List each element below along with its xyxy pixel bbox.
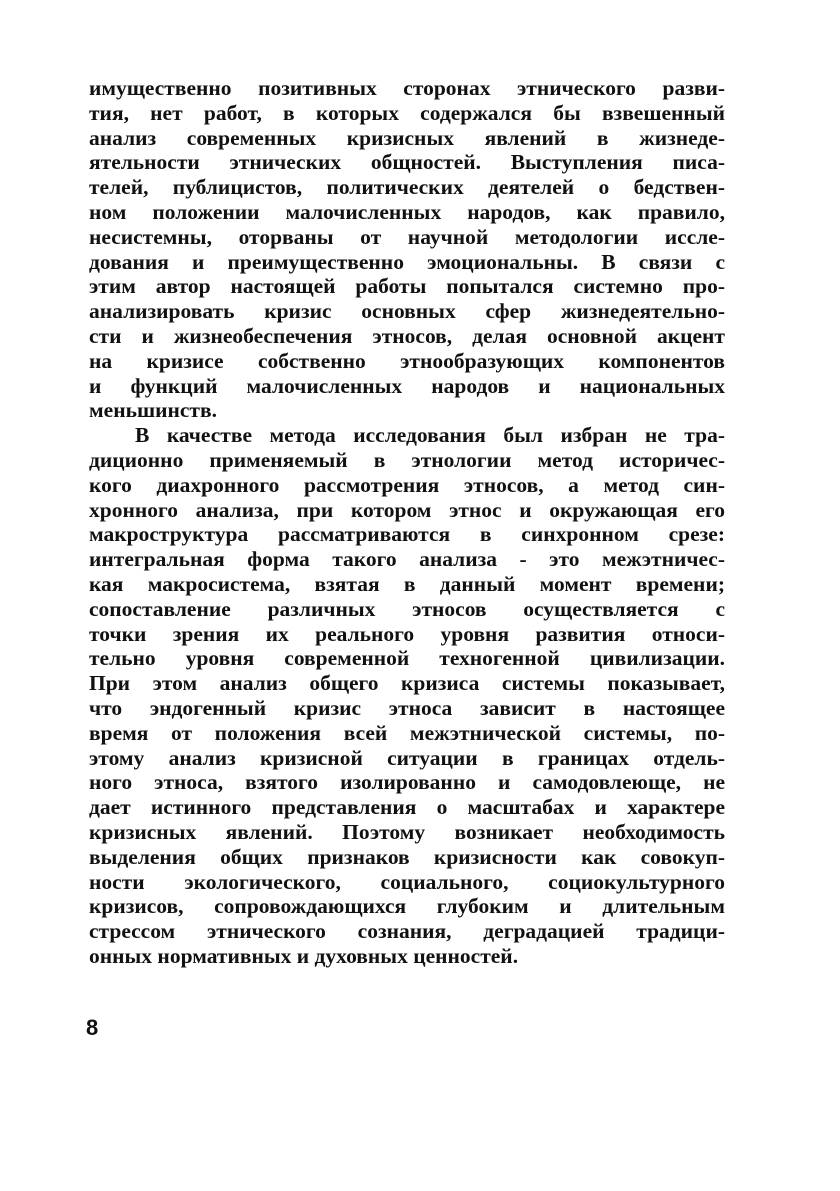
text-line: кризисов, сопровождающихся глубоким и длительным [89,894,725,919]
text-line: точки зрения их реального уровня развития относи- [89,621,725,646]
text-line: кая макросистема, взятая в данный момент времени; [89,571,725,596]
text-line: и функций малочисленных народов и национальных [89,373,725,398]
text-line: анализировать кризис основных сфер жизнедеятельно- [89,299,725,324]
text-line: дает истинного представления о масштабах и характере [89,795,725,820]
text-line: кого диахронного рассмотрения этносов, а метод син- [89,472,725,497]
text-line: что эндогенный кризис этноса зависит в настоящее [89,695,725,720]
text-line: этому анализ кризисной ситуации в границах отдель- [89,745,725,770]
text-line: сти и жизнеобеспечения этносов, делая основной акцент [89,323,725,348]
text-line: кризисных явлений. Поэтому возникает необходимость [89,819,725,844]
text-line: диционно применяемый в этнологии метод историчес- [89,447,725,472]
text-line: тельно уровня современной техногенной цивилизации. [89,646,725,671]
text-line: выделения общих признаков кризисности как совокуп- [89,844,725,869]
text-line: анализ современных кризисных явлений в жизнеде- [89,125,725,150]
paragraph-1 [89,76,725,423]
text-line: ности экологического, социального, социокультурного [89,869,725,894]
text-line: этим автор настоящей работы попытался системно про- [89,274,725,299]
text-line: При этом анализ общего кризиса системы показывает, [89,671,725,696]
paragraph-2 [89,423,725,969]
text-line: дования и преимущественно эмоциональны. В связи с [89,249,725,274]
text-line: время от положения всей межэтнической системы, по- [89,720,725,745]
body-text [89,76,725,969]
page-number: 8 [86,1015,99,1040]
text-line: ном положении малочисленных народов, как правило, [89,199,725,224]
text-line: хронного анализа, при котором этнос и окружающая его [89,497,725,522]
text-line: сопоставление различных этносов осуществляется с [89,596,725,621]
text-line: несистемны, оторваны от научной методологии иссле- [89,224,725,249]
text-line: В качестве метода исследования был избран не тра- [135,423,725,448]
text-line: ятельности этнических общностей. Выступления писа- [89,150,725,175]
text-line: ного этноса, взятого изолированно и самодовлеюще, не [89,770,725,795]
text-line: меньшинств. [89,398,217,423]
text-line: тия, нет работ, в которых содержался бы взвешенный [89,100,725,125]
text-line: интегральная форма такого анализа - это межэтничес- [89,547,725,572]
text-line: макроструктура рассматриваются в синхронном срезе: [89,522,725,547]
text-line: онных нормативных и духовных ценностей. [89,943,519,968]
text-line: стрессом этнического сознания, деградацией традици- [89,919,725,944]
text-line: на кризисе собственно этнообразующих компонентов [89,348,725,373]
text-line: телей, публицистов, политических деятелей о бедствен- [89,175,725,200]
text-line: имущественно позитивных сторонах этнического разви- [89,76,725,100]
